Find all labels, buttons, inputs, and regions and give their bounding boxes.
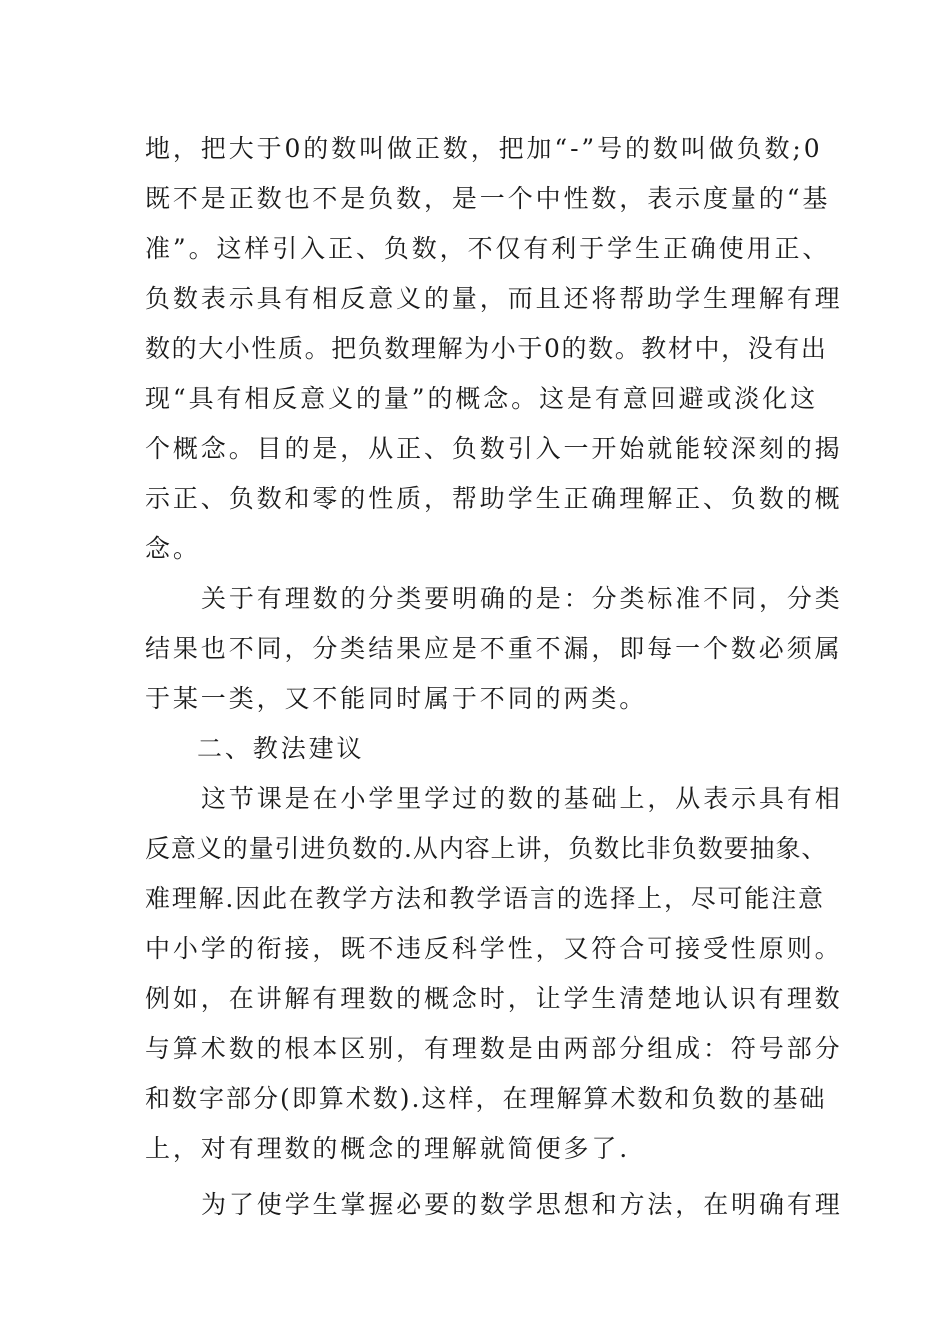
paragraph-line-22: 为了使学生掌握必要的数学思想和方法，在明确有理: [201, 1190, 843, 1219]
paragraph-line-3: 准”。这样引入正、负数，不仅有利于学生正确使用正、: [145, 234, 831, 263]
paragraph-line-8: 示正、负数和零的性质，帮助学生正确理解正、负数的概: [145, 484, 843, 513]
paragraph-line-5: 数的大小性质。把负数理解为小于0的数。教材中，没有出: [145, 334, 828, 363]
paragraph-line-15: 反意义的量引进负数的.从内容上讲，负数比非负数要抽象、: [145, 834, 828, 863]
paragraph-line-1: 地，把大于0的数叫做正数，把加“-”号的数叫做负数;0: [145, 134, 823, 163]
paragraph-line-19: 与算术数的根本区别，有理数是由两部分组成：符号部分: [145, 1034, 843, 1063]
section-heading: 二、教法建议: [197, 734, 365, 763]
paragraph-line-4: 负数表示具有相反意义的量，而且还将帮助学生理解有理: [145, 284, 843, 313]
paragraph-line-21: 上，对有理数的概念的理解就简便多了.: [145, 1134, 631, 1163]
paragraph-line-2: 既不是正数也不是负数，是一个中性数，表示度量的“基: [145, 184, 831, 213]
paragraph-line-18: 例如，在讲解有理数的概念时，让学生清楚地认识有理数: [145, 984, 843, 1013]
paragraph-line-9: 念。: [145, 534, 201, 563]
paragraph-line-20: 和数字部分(即算术数).这样，在理解算术数和负数的基础: [145, 1084, 827, 1113]
document-page: [145, 124, 843, 1230]
paragraph-line-17: 中小学的衔接，既不违反科学性，又符合可接受性原则。: [145, 934, 843, 963]
paragraph-line-16: 难理解.因此在教学方法和教学语言的选择上，尽可能注意: [145, 884, 825, 913]
paragraph-line-10: 关于有理数的分类要明确的是：分类标准不同，分类: [201, 584, 843, 613]
paragraph-line-14: 这节课是在小学里学过的数的基础上，从表示具有相: [201, 784, 843, 813]
paragraph-line-6: 现“具有相反意义的量”的概念。这是有意回避或淡化这: [145, 384, 819, 413]
paragraph-line-7: 个概念。目的是，从正、负数引入一开始就能较深刻的揭: [145, 434, 843, 463]
paragraph-line-12: 于某一类，又不能同时属于不同的两类。: [145, 684, 648, 713]
paragraph-line-11: 结果也不同，分类结果应是不重不漏，即每一个数必须属: [145, 634, 843, 663]
